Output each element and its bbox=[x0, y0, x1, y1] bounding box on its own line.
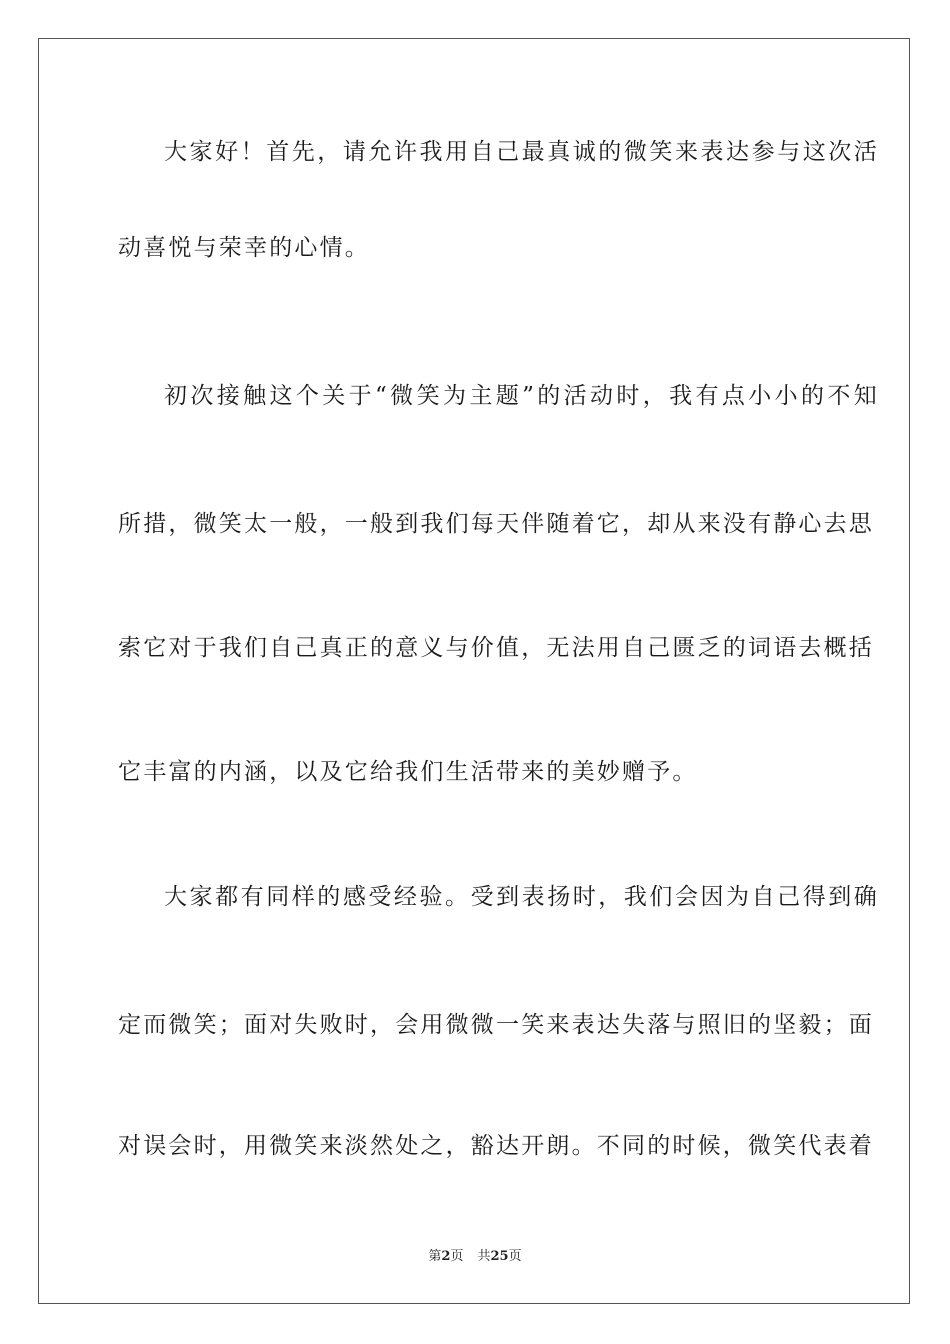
paragraph-1-line-1: 大家好！首先，请允许我用自己最真诚的微笑来表达参与这次活 bbox=[164, 139, 879, 165]
footer-page-suffix: 页 bbox=[450, 1249, 464, 1264]
paragraph-2-line-1: 初次接触这个关于“微笑为主题”的活动时，我有点小小的不知 bbox=[164, 383, 879, 409]
paragraph-1-line-2: 动喜悦与荣幸的心情。 bbox=[118, 235, 370, 261]
page-footer bbox=[0, 1248, 950, 1266]
paragraph-2-line-2: 所措，微笑太一般，一般到我们每天伴随着它，却从来没有静心去思 bbox=[118, 511, 874, 537]
footer-page-prefix: 第 bbox=[428, 1249, 442, 1264]
footer-total-pages: 25 bbox=[490, 1249, 509, 1264]
paragraph-3-line-3: 对误会时，用微笑来淡然处之，豁达开朗。不同的时候，微笑代表着 bbox=[118, 1133, 874, 1159]
paragraph-2-line-3: 索它对于我们自己真正的意义与价值，无法用自己匮乏的词语去概括 bbox=[118, 635, 874, 661]
footer-page-number: 2 bbox=[441, 1249, 451, 1264]
footer-total-prefix: 共 bbox=[477, 1249, 491, 1264]
footer-total-suffix: 页 bbox=[508, 1249, 522, 1264]
paragraph-3-line-2: 定而微笑；面对失败时，会用微微一笑来表达失落与照旧的坚毅；面 bbox=[118, 1012, 874, 1038]
paragraph-2-line-4: 它丰富的内涵，以及它给我们生活带来的美妙赠予。 bbox=[118, 759, 698, 785]
paragraph-3-line-1: 大家都有同样的感受经验。受到表扬时，我们会因为自己得到确 bbox=[164, 884, 879, 910]
page-frame bbox=[38, 38, 910, 1304]
